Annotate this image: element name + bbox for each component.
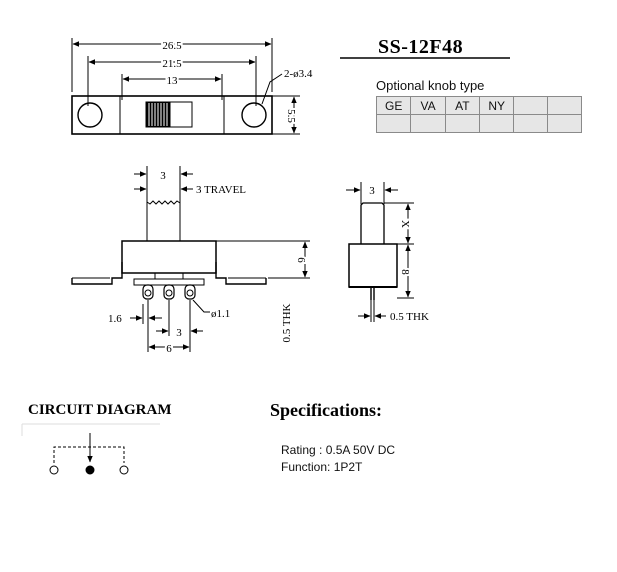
knob-type-row bbox=[377, 97, 582, 115]
dim-pin-offset: 1.6 bbox=[108, 313, 122, 325]
dim-height: 5.5 bbox=[285, 109, 297, 123]
knob-blank-row bbox=[377, 115, 582, 133]
dim-knob-width-side: 3 bbox=[369, 185, 375, 197]
knob-type-cell: NY bbox=[480, 97, 514, 115]
terminal-right bbox=[120, 466, 128, 474]
travel-label: 3 TRAVEL bbox=[196, 184, 247, 196]
dim-pin-pitch: 3 bbox=[176, 327, 182, 339]
dim-holes: 21.5 bbox=[162, 58, 182, 70]
specifications-list bbox=[281, 442, 395, 476]
optional-knob-caption: Optional knob type bbox=[376, 78, 485, 93]
knob-type-cell bbox=[514, 97, 548, 115]
knob-blank-cell bbox=[411, 115, 445, 133]
spec-function: Function: 1P2T bbox=[281, 460, 363, 474]
hole-callout: 2-ø3.4 bbox=[284, 68, 313, 80]
top-view bbox=[72, 38, 300, 134]
knob-blank-cell bbox=[377, 115, 411, 133]
knob-blank-cell bbox=[480, 115, 514, 133]
circuit-diagram-title: CIRCUIT DIAGRAM bbox=[28, 402, 172, 418]
knob-type-cell bbox=[548, 97, 582, 115]
dim-overall: 26.5 bbox=[162, 40, 182, 52]
terminal-common bbox=[86, 466, 94, 474]
switch-body-side bbox=[349, 244, 397, 287]
knob-type-cell: GE bbox=[377, 97, 411, 115]
dim-x: X bbox=[399, 220, 411, 228]
specifications-title: Specifications: bbox=[270, 400, 382, 420]
knob-blank-cell bbox=[445, 115, 479, 133]
dim-slot: 13 bbox=[166, 75, 178, 87]
switch-body-front bbox=[122, 241, 216, 273]
pin-hole-callout: ø1.1 bbox=[211, 308, 231, 320]
knob-type-cell: VA bbox=[411, 97, 445, 115]
dim-knob-width-front: 3 bbox=[160, 170, 166, 182]
dim-body-side: 8 bbox=[399, 269, 411, 275]
knob-blank-cell bbox=[514, 115, 548, 133]
mount-hole-right bbox=[242, 103, 266, 127]
dim-body-height: 6 bbox=[295, 257, 307, 263]
side-thickness: 0.5 THK bbox=[390, 311, 429, 323]
knob-blank-cell bbox=[548, 115, 582, 133]
side-view bbox=[346, 182, 414, 322]
optional-knob-table bbox=[376, 96, 582, 133]
knob-type-cell: AT bbox=[445, 97, 479, 115]
spec-rating: Rating : 0.5A 50V DC bbox=[281, 443, 396, 457]
dim-pin-span: 6 bbox=[166, 343, 172, 355]
part-number-title: SS-12F48 bbox=[378, 36, 464, 58]
mount-hole-left bbox=[78, 103, 102, 127]
front-thickness: 0.5 THK bbox=[281, 303, 293, 343]
circuit-schematic bbox=[22, 424, 160, 474]
terminal-left bbox=[50, 466, 58, 474]
